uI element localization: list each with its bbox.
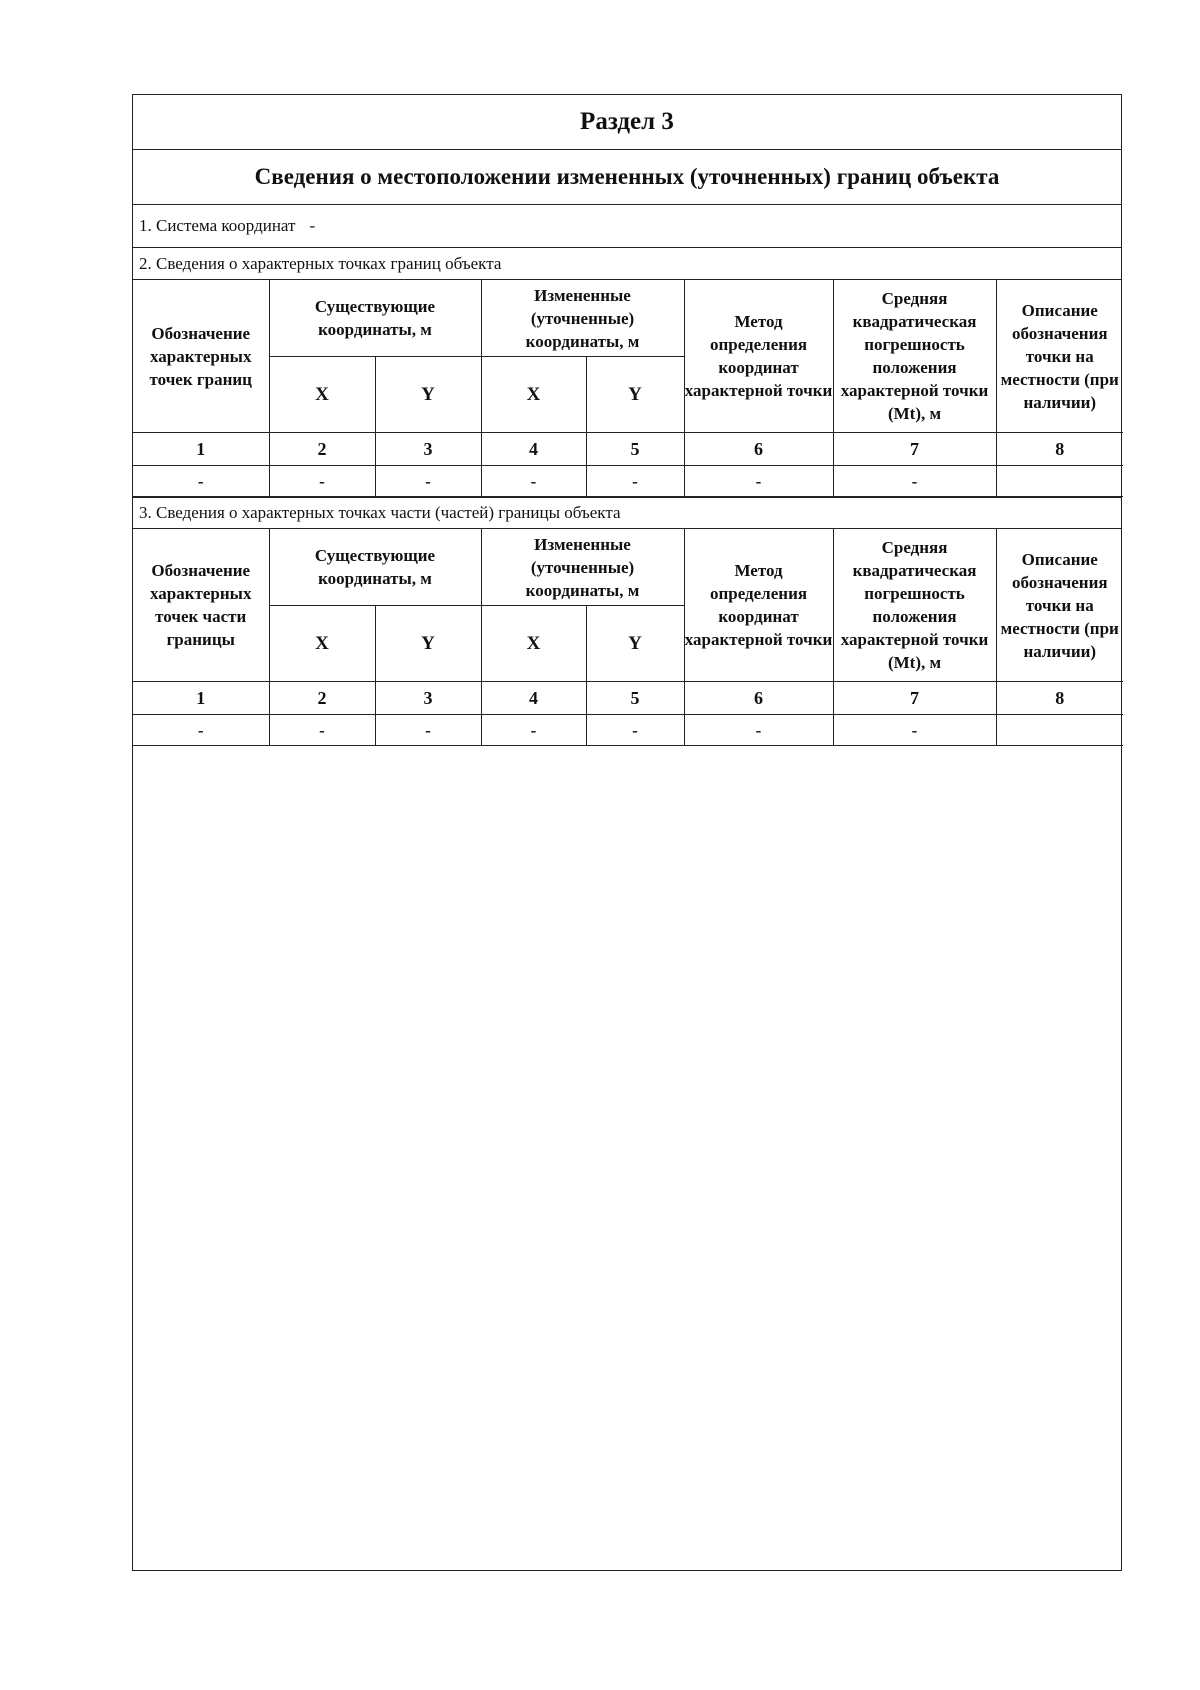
table-cell: -	[269, 715, 375, 746]
table1-header-error: Средняя квадратическая погрешность положения характерной точки (Mt), м	[833, 280, 996, 433]
coordinate-system-line	[133, 205, 1121, 248]
column-number: 5	[586, 433, 684, 466]
table-cell: -	[684, 466, 833, 497]
table2-header-changed-y: Y	[586, 606, 684, 682]
table2-header-changed: Измененные (уточненные) координаты, м	[481, 529, 684, 606]
table1-header-existing-x: X	[269, 357, 375, 433]
table-cell: -	[269, 466, 375, 497]
column-number: 2	[269, 682, 375, 715]
table1-header-designation: Обозначение характерных точек границ	[133, 280, 269, 433]
table-cell: -	[481, 466, 586, 497]
table-cell: -	[833, 466, 996, 497]
section-title: Раздел 3	[133, 95, 1121, 150]
table2-header-designation: Обозначение характерных точек части границы	[133, 529, 269, 682]
coordinate-system-value: -	[309, 216, 316, 235]
table2-header-existing-x: X	[269, 606, 375, 682]
table2-column-numbers	[133, 682, 1123, 715]
column-number: 3	[375, 682, 481, 715]
table1-caption: 2. Сведения о характерных точках границ объекта	[133, 248, 1121, 280]
column-number: 4	[481, 682, 586, 715]
column-number: 7	[833, 682, 996, 715]
table-cell: -	[833, 715, 996, 746]
table-cell: -	[133, 466, 269, 497]
table2-header-existing-y: Y	[375, 606, 481, 682]
table-row	[133, 715, 1123, 746]
section-subtitle: Сведения о местоположении измененных (уточненных) границ объекта	[133, 150, 1121, 205]
column-number: 8	[996, 433, 1123, 466]
coordinate-system-label: 1. Система координат	[139, 216, 296, 235]
table-cell: -	[375, 466, 481, 497]
column-number: 7	[833, 433, 996, 466]
table-row	[133, 466, 1123, 497]
table2-header-existing: Существующие координаты, м	[269, 529, 481, 606]
column-number: 6	[684, 433, 833, 466]
column-number: 3	[375, 433, 481, 466]
table2-header-error: Средняя квадратическая погрешность положения характерной точки (Mt), м	[833, 529, 996, 682]
table1-header-description: Описание обозначения точки на местности (при наличии)	[996, 280, 1123, 433]
table-cell	[996, 715, 1123, 746]
table2	[133, 529, 1123, 746]
table-cell: -	[375, 715, 481, 746]
table1	[133, 280, 1123, 497]
column-number: 6	[684, 682, 833, 715]
table2-header-description: Описание обозначения точки на местности (при наличии)	[996, 529, 1123, 682]
table-cell: -	[586, 466, 684, 497]
table2-header-method: Метод определения координат характерной точки	[684, 529, 833, 682]
table-cell: -	[684, 715, 833, 746]
table1-header-changed: Измененные (уточненные) координаты, м	[481, 280, 684, 357]
column-number: 1	[133, 682, 269, 715]
table-cell: -	[481, 715, 586, 746]
table1-header-existing-y: Y	[375, 357, 481, 433]
table1-column-numbers	[133, 433, 1123, 466]
table1-header-changed-y: Y	[586, 357, 684, 433]
table1-header-method: Метод определения координат характерной точки	[684, 280, 833, 433]
table-cell: -	[586, 715, 684, 746]
column-number: 5	[586, 682, 684, 715]
table1-header-existing: Существующие координаты, м	[269, 280, 481, 357]
table1-header-changed-x: X	[481, 357, 586, 433]
table2-header-changed-x: X	[481, 606, 586, 682]
column-number: 8	[996, 682, 1123, 715]
table-cell	[996, 466, 1123, 497]
column-number: 1	[133, 433, 269, 466]
column-number: 4	[481, 433, 586, 466]
column-number: 2	[269, 433, 375, 466]
table2-caption: 3. Сведения о характерных точках части (частей) границы объекта	[133, 497, 1121, 529]
table-cell: -	[133, 715, 269, 746]
document-sheet	[132, 94, 1122, 1571]
